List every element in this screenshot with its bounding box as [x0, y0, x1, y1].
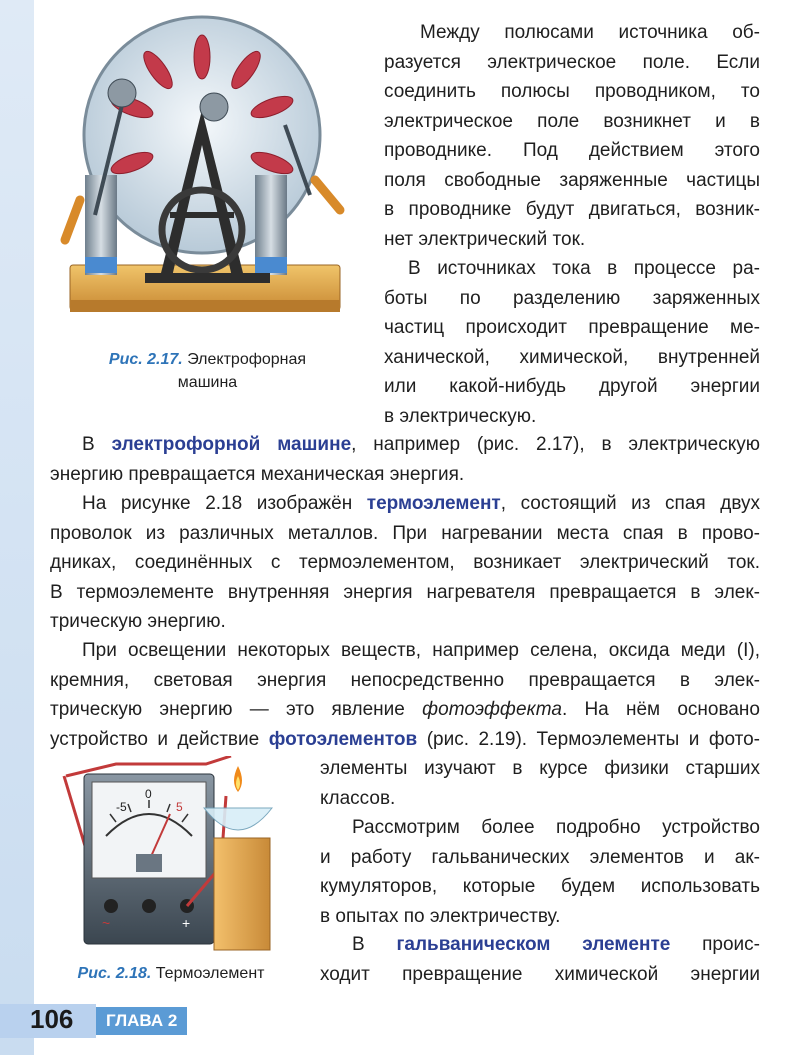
- text-line: разуется электрическое поле. Если: [384, 51, 760, 73]
- text-line: [50, 430, 760, 460]
- text-fragment: (рис. 2.19). Термоэлементы и фото-: [426, 728, 760, 750]
- text-line: ходит превращение химической энергии: [320, 963, 760, 985]
- text-line: кремния, световая энергия непосредственно превращается в элек-: [50, 669, 760, 691]
- text-line: поля свободные заряженные частицы: [384, 169, 760, 191]
- text-line: [50, 725, 760, 755]
- meter-terminal-minus: ~: [102, 915, 111, 931]
- text-line: трическую энергию.: [50, 611, 226, 632]
- text-line: нет электрический ток.: [384, 228, 586, 250]
- paragraph-photoeffect-continued: [320, 754, 760, 813]
- meter-terminal-plus: +: [182, 915, 191, 931]
- paragraph-electrophore: [50, 430, 760, 489]
- text-line: в проводнике будут двигаться, возник-: [384, 199, 760, 220]
- text-fragment: трическую энергию — это явление: [50, 699, 405, 720]
- figure-2-17-caption: [80, 348, 335, 394]
- figure-2-18-caption: [56, 962, 286, 985]
- meter-tick-plus: 5: [176, 800, 183, 814]
- term-photoelements: фотоэлементов: [268, 728, 418, 750]
- figure-2-17-label: Рис. 2.17.: [108, 351, 183, 368]
- paragraph-current-sources: [384, 254, 760, 431]
- text-line: Рассмотрим более подробно устройство: [352, 817, 760, 838]
- text-line: [50, 489, 760, 519]
- paragraph-galvanic-element: [320, 930, 760, 989]
- text-fragment: В: [352, 934, 365, 955]
- text-line: классов.: [320, 787, 396, 809]
- text-fragment: В: [82, 434, 95, 455]
- text-line: кумуляторов, которые будем использовать: [320, 876, 760, 897]
- text-line: В источниках тока в процессе ра-: [408, 258, 760, 279]
- text-fragment: . На нём основано: [561, 699, 760, 720]
- text-line: Между полюсами источника об-: [420, 22, 760, 43]
- figure-2-17-text-line1: Электрофорная: [187, 351, 307, 368]
- text-line: ханической, химической, внутренней: [384, 346, 760, 368]
- term-galvanic-element: гальваническом элементе: [396, 934, 671, 955]
- figure-2-18-label: Рис. 2.18.: [77, 965, 152, 982]
- term-electrophore-machine: электрофорной машине: [111, 434, 352, 455]
- chapter-label: ГЛАВА 2: [96, 1007, 187, 1035]
- text-line: [320, 930, 760, 960]
- term-thermoelement: термоэлемент: [366, 493, 501, 514]
- text-line: в опытах по электричеству.: [320, 905, 561, 927]
- text-fragment: , состоящий из спая двух: [500, 493, 760, 514]
- paragraph-thermoelement: [50, 489, 760, 637]
- text-fragment: На рисунке 2.18 изображён: [82, 493, 353, 514]
- paragraph-galvanic-intro: [320, 813, 760, 931]
- text-line: При освещении некоторых веществ, например селена, оксида меди (I),: [82, 640, 760, 661]
- term-photoeffect: фотоэффекта: [422, 699, 562, 720]
- figure-2-17-text-line2: машина: [177, 374, 238, 391]
- meter-tick-minus: -5: [116, 800, 127, 814]
- text-line: элементы изучают в курсе физики старших: [320, 758, 760, 779]
- text-line: соединить полюсы проводником, то: [384, 81, 760, 102]
- figure-2-18-text: Термоэлемент: [155, 965, 265, 982]
- text-line: и работу гальванических элементов и ак-: [320, 846, 760, 868]
- text-line: электрическое поле возникнет и в: [384, 110, 760, 132]
- meter-tick-zero: 0: [145, 787, 152, 801]
- text-line: [50, 695, 760, 725]
- text-line: В термоэлементе внутренняя энергия нагревателя превращается в элек-: [50, 581, 760, 603]
- text-fragment: устройство и действие: [50, 728, 260, 750]
- text-line: частиц происходит превращение ме-: [384, 317, 760, 338]
- text-line: проводнике. Под действием этого: [384, 140, 760, 161]
- paragraph-photoeffect: [50, 636, 760, 754]
- text-line: энергию превращается механическая энергия.: [50, 463, 465, 485]
- text-line: в электрическую.: [384, 405, 537, 427]
- text-line: боты по разделению заряженных: [384, 287, 760, 309]
- text-fragment: , например (рис. 2.17), в электрическую: [351, 434, 760, 455]
- page-number: 106: [30, 1004, 74, 1034]
- text-fragment: проис-: [702, 934, 760, 955]
- page-margin-band: [0, 0, 34, 1055]
- paragraph-electric-field: [384, 18, 760, 254]
- text-line: или какой-нибудь другой энергии: [384, 376, 760, 397]
- thermoelement-illustration: [56, 756, 276, 956]
- electrophore-machine-illustration: [50, 15, 360, 330]
- text-line: проволок из различных металлов. При нагревании места спая в прово-: [50, 522, 760, 544]
- text-line: дниках, соединённых с термоэлементом, возникает электрический ток.: [50, 552, 760, 573]
